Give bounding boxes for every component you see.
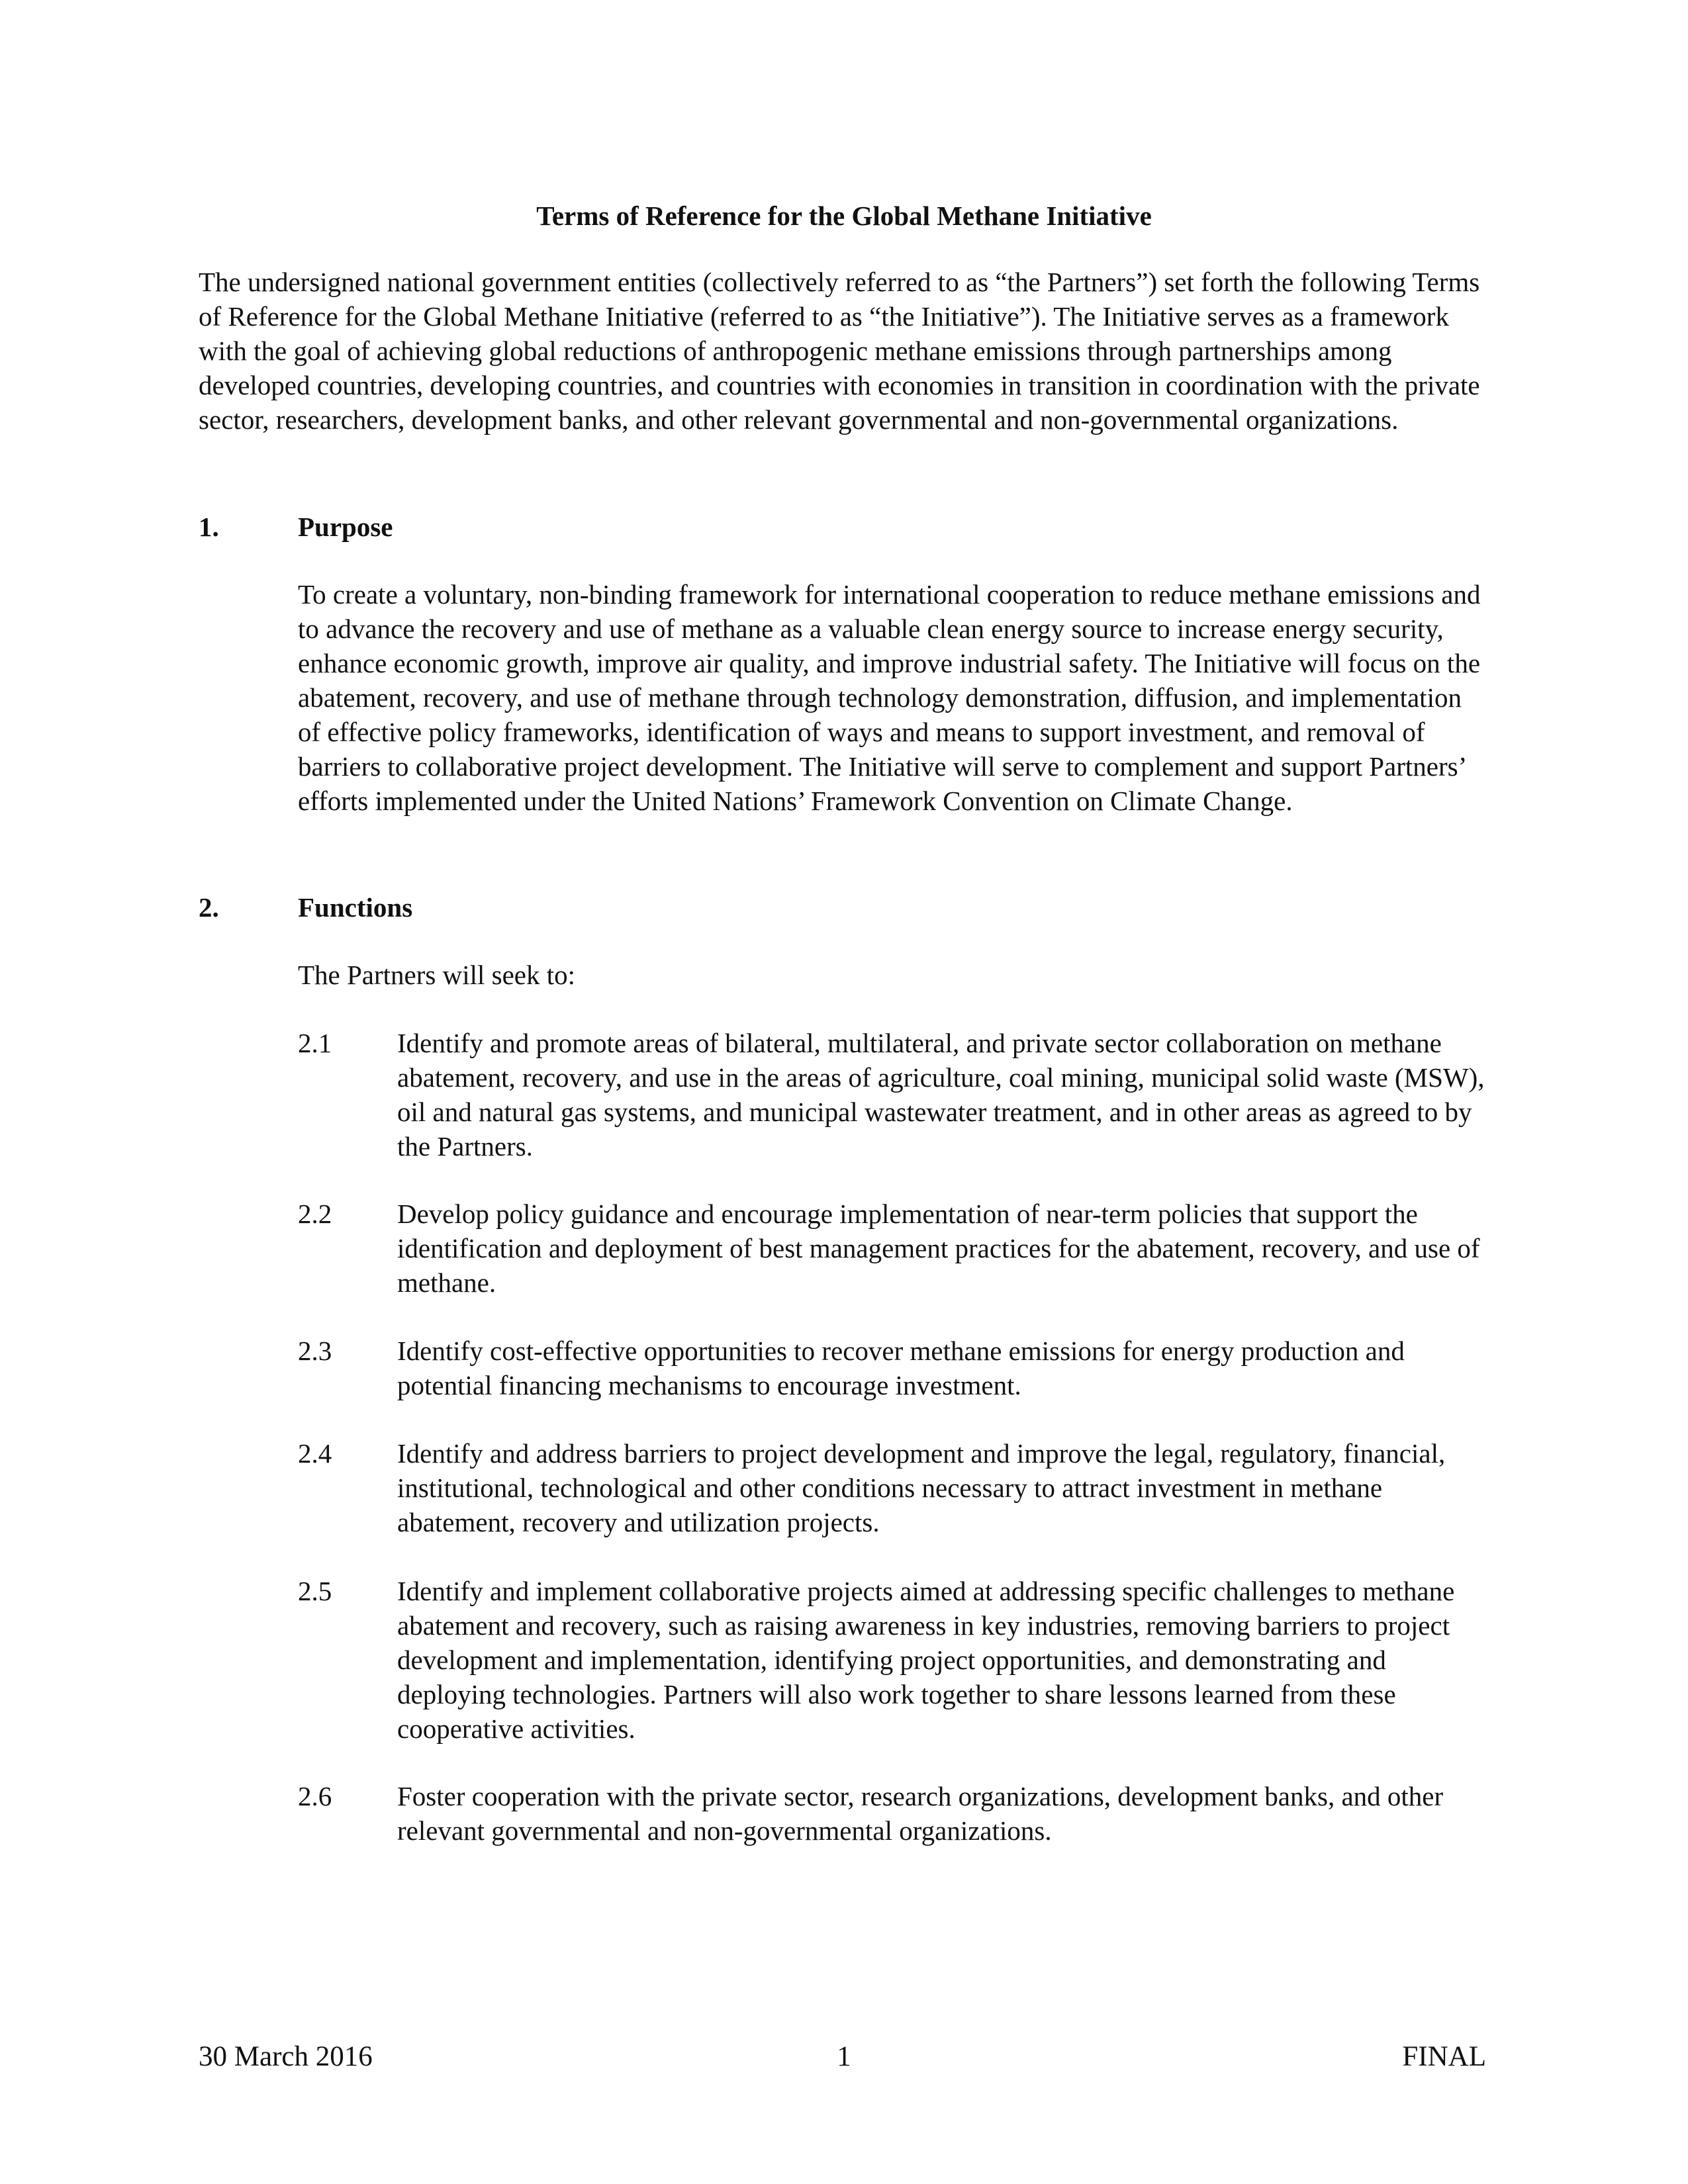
item-2-5-text: Identify and implement collaborative projects aimed at addressing specific challenges to methane abatement and recovery, such as raising awareness in key industries, removing barriers to project development and implementation, identifying project opportunities, and demonstrating and deploying technologies. Partners will also work together to share lessons learned from these cooperative activities. <box>397 1576 1455 1744</box>
item-2-1-text: Identify and promote areas of bilateral, multilateral, and private sector collaboration on methane abatement, recovery, and use in the areas of agriculture, coal mining, municipal solid waste (MSW), oil and natural gas systems, and municipal wastewater treatment, and in other areas as agreed to by the Partners. <box>397 1028 1485 1161</box>
document-title: Terms of Reference for the Global Methane Initiative <box>536 201 1152 231</box>
intro-paragraph: The undersigned national government entities (collectively referred to as “the Partners”) set forth the following Terms of Reference for the Global Methane Initiative (referred to as “the Initiative”). The Initiative serves as a framework with the goal of achieving global reductions of anthropogenic methane emissions through partnerships among developed countries, developing countries, and countries with economies in transition in coordination with the private sector, researchers, development banks, and other relevant governmental and non-governmental organizations. <box>199 267 1480 435</box>
item-2-4-number: 2.4 <box>298 1438 332 1469</box>
section-2-heading: Functions <box>298 892 413 923</box>
footer-page-number: 1 <box>837 2041 851 2072</box>
item-2-3-number: 2.3 <box>298 1336 332 1366</box>
item-2-2-number: 2.2 <box>298 1199 332 1229</box>
section-1-heading: Purpose <box>298 512 393 542</box>
item-2-2-text: Develop policy guidance and encourage implementation of near-term policies that support the identification and deployment of best management practices for the abatement, recovery, and use of methane. <box>397 1199 1480 1298</box>
section-1-number: 1. <box>199 512 219 542</box>
item-2-6-number: 2.6 <box>298 1781 332 1811</box>
footer-status: FINAL <box>1402 2041 1486 2072</box>
item-2-6-text: Foster cooperation with the private sector, research organizations, development banks, and other relevant governmental and non-governmental organizations. <box>397 1781 1444 1846</box>
item-2-4-text: Identify and address barriers to project development and improve the legal, regulatory, financial, institutional, technological and other conditions necessary to attract investment in methane abatement, recovery and utilization projects. <box>397 1438 1446 1537</box>
section-2-lead: The Partners will seek to: <box>298 960 576 990</box>
item-2-3-text: Identify cost-effective opportunities to recover methane emissions for energy production and potential financing mechanisms to encourage investment. <box>397 1336 1405 1400</box>
footer-date: 30 March 2016 <box>199 2041 373 2072</box>
section-1-body: To create a voluntary, non-binding framework for international cooperation to reduce methane emissions and to advance the recovery and use of methane as a valuable clean energy source to increase energy security, enhance economic growth, improve air quality, and improve industrial safety. The Initiative will focus on the abatement, recovery, and use of methane through technology demonstration, diffusion, and implementation of effective policy frameworks, identification of ways and means to support investment, and removal of barriers to collaborative project development. The Initiative will serve to complement and support Partners’ efforts implemented under the United Nations’ Framework Convention on Climate Change. <box>298 579 1481 816</box>
item-2-5-number: 2.5 <box>298 1576 332 1606</box>
item-2-1-number: 2.1 <box>298 1028 332 1058</box>
section-2-number: 2. <box>199 892 219 923</box>
